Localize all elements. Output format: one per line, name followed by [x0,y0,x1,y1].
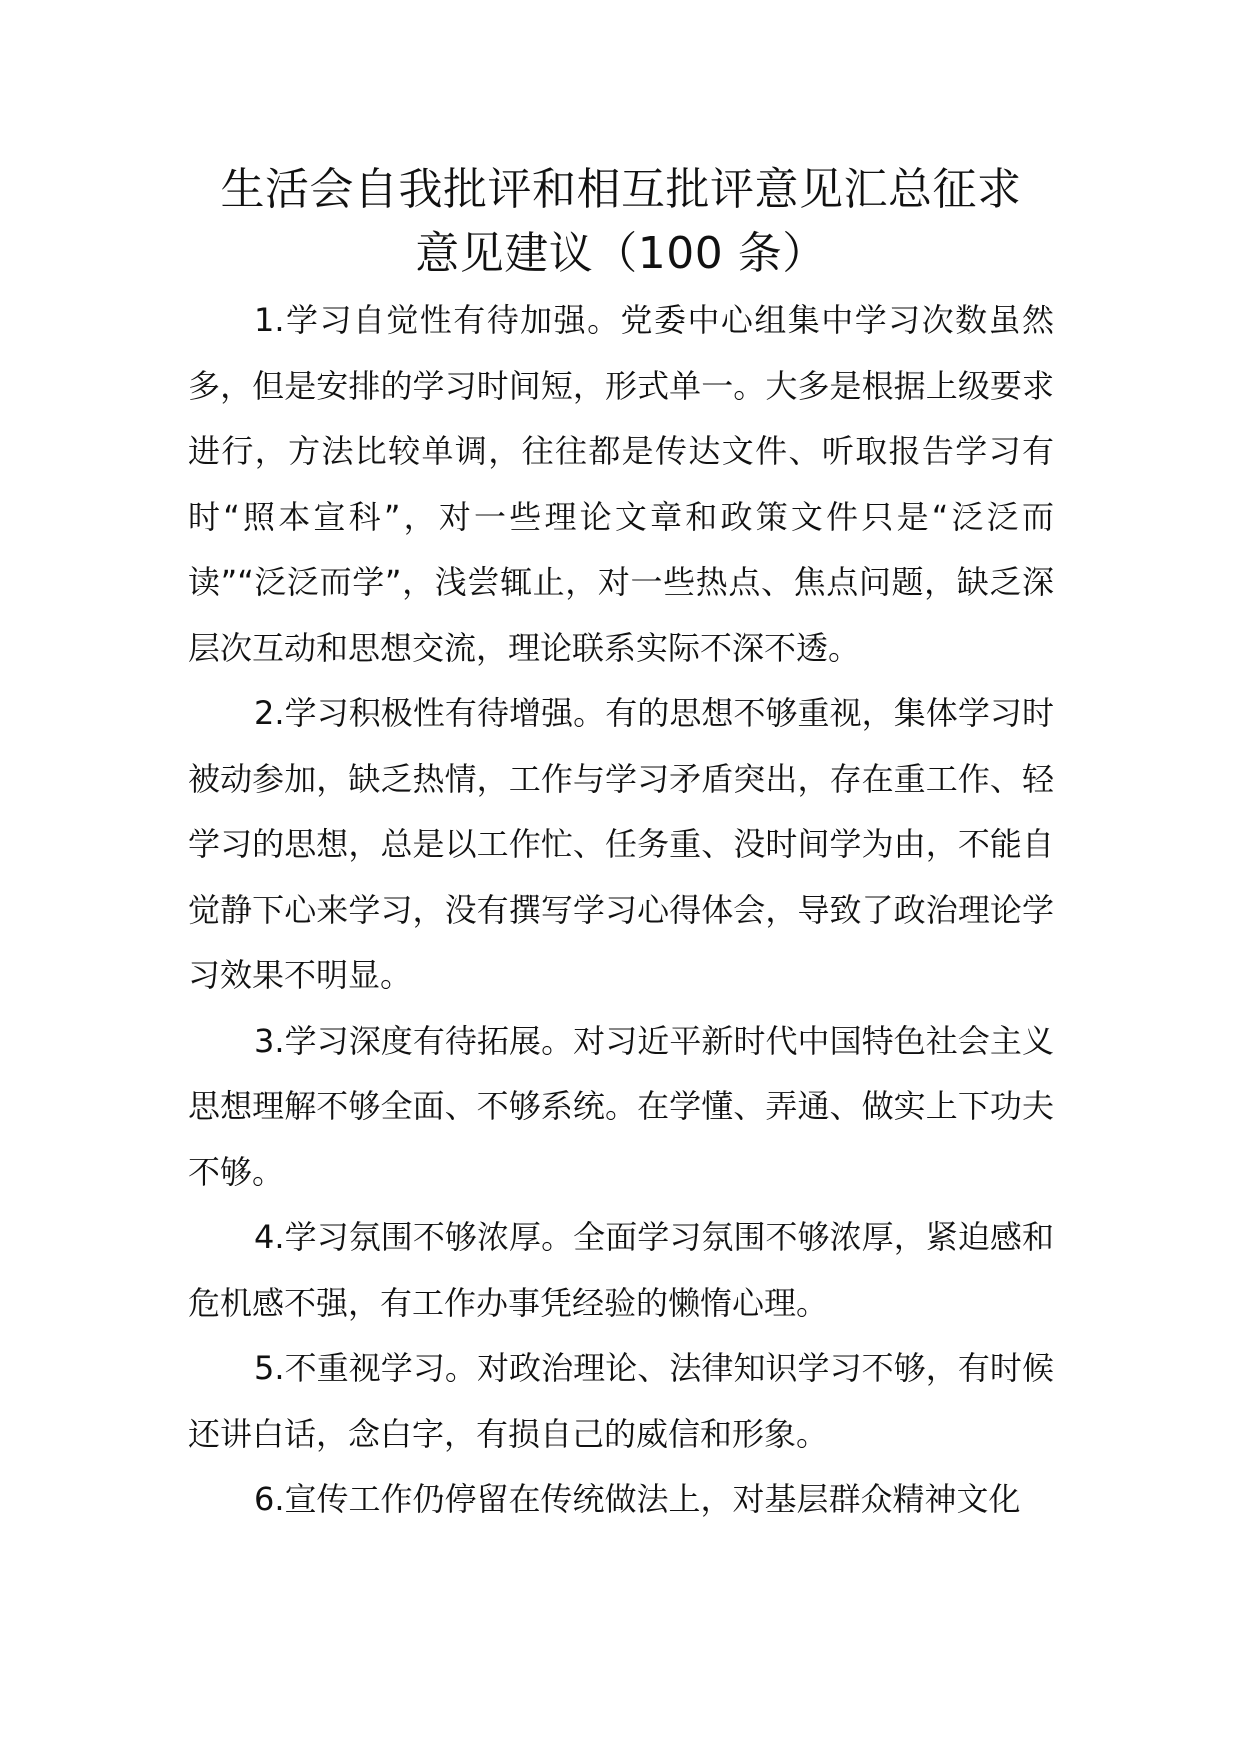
paragraph-3: 3.学习深度有待拓展。对习近平新时代中国特色社会主义思想理解不够全面、不够系统。在学懂、弄通、做实上下功夫不够。 [188,1021,1054,1191]
paragraph-4: 4.学习氛围不够浓厚。全面学习氛围不够浓厚，紧迫感和危机感不强，有工作办事凭经验的懒惰心理。 [188,1218,1054,1322]
document-content [188,158,1054,1533]
paragraph-5: 5.不重视学习。对政治理论、法律知识学习不够，有时候还讲白话，念白字，有损自己的威信和形象。 [188,1349,1054,1453]
paragraph-2: 2.学习积极性有待增强。有的思想不够重视，集体学习时被动参加，缺乏热情，工作与学习矛盾突出，存在重工作、轻学习的思想，总是以工作忙、任务重、没时间学为由，不能自觉静下心来学习，没有撰写学习心得体会，导致了政治理论学习效果不明显。 [188,694,1054,994]
paragraph-1: 1.学习自觉性有待加强。党委中心组集中学习次数虽然多，但是安排的学习时间短，形式单一。大多是根据上级要求进行，方法比较单调，往往都是传达文件、听取报告学习有时“照本宣科”，对一些理论文章和政策文件只是“泛泛而读”“泛泛而学”，浅尝辄止，对一些热点、焦点问题，缺乏深层次互动和思想交流，理论联系实际不深不透。 [188,301,1054,667]
title-line-2: 意见建议（100 条） [415,228,827,279]
title-line-1: 生活会自我批评和相互批评意见汇总征求 [220,164,1022,215]
document-body [188,288,1054,1533]
document-title [188,158,1054,286]
paragraph-6: 6.宣传工作仍停留在传统做法上，对基层群众精神文化 [254,1480,1021,1518]
